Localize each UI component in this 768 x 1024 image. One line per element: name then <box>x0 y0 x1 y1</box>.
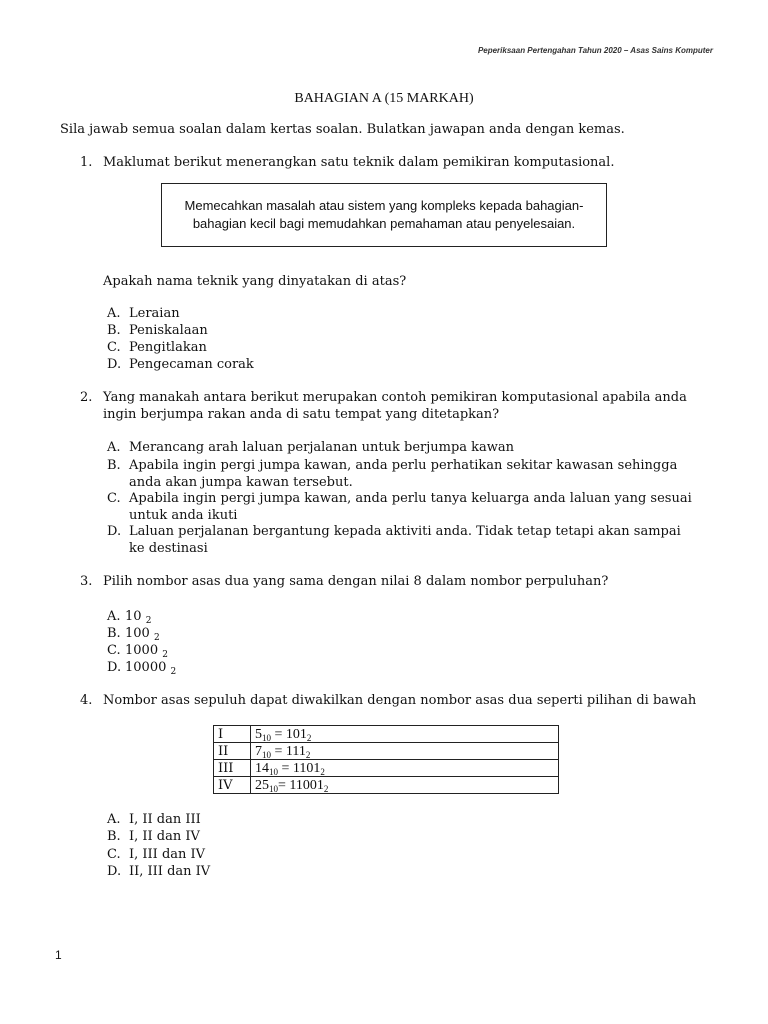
row-label: I <box>214 726 251 743</box>
conversion-value: $5_{10} = 101_2$ <box>251 726 559 743</box>
question-2-text: Yang manakah antara berikut merupakan contoh pemikiran komputasional apabila anda ingin berjumpa rakan anda di satu tempat yang ditetapkan? <box>103 390 687 422</box>
q4-option-d[interactable]: D. II, III dan IV <box>107 864 211 879</box>
question-3-number: 3. <box>80 574 93 589</box>
conversion-value: $25_{10}= 11001_2$ <box>251 777 559 794</box>
question-1-prompt: Apakah nama teknik yang dinyatakan di atas? <box>103 274 407 289</box>
q2-option-d[interactable]: D. Laluan perjalanan bergantung kepada aktiviti anda. Tidak tetap tetapi akan sampai ke destinasi <box>107 524 681 556</box>
question-1-text: Maklumat berikut menerangkan satu teknik dalam pemikiran komputasional. <box>103 155 615 170</box>
q2-option-a[interactable]: A. Merancang arah laluan perjalanan untuk berjumpa kawan <box>107 440 515 455</box>
question-2-number: 2. <box>80 390 93 405</box>
q3-option-c[interactable]: C. 1000 $_2$ <box>107 643 168 660</box>
table-row <box>214 726 559 743</box>
definition-text: Memecahkan masalah atau sistem yang kompleks kepada bahagian-bahagian kecil bagi memudahkan pemahaman atau penyelesaian. <box>184 198 584 231</box>
q3-option-a[interactable]: A. 10 $_2$ <box>107 609 152 626</box>
question-4-text: Nombor asas sepuluh dapat diwakilkan dengan nombor asas dua seperti pilihan di bawah <box>103 693 697 708</box>
conversion-value: $7_{10} = 111_2$ <box>251 743 559 760</box>
q3-option-b[interactable]: B. 100 $_2$ <box>107 626 160 643</box>
base-conversion-table <box>213 725 559 794</box>
section-instruction: Sila jawab semua soalan dalam kertas soalan. Bulatkan jawapan anda dengan kemas. <box>60 122 625 137</box>
q4-option-c[interactable]: C. I, III dan IV <box>107 847 206 862</box>
q4-option-b[interactable]: B. I, II dan IV <box>107 829 200 844</box>
q1-option-a[interactable]: A. Leraian <box>107 306 180 321</box>
row-label: II <box>214 743 251 760</box>
q2-option-c[interactable]: C. Apabila ingin pergi jumpa kawan, anda perlu tanya keluarga anda laluan yang sesuai untuk anda ikuti <box>107 491 692 523</box>
q1-option-b[interactable]: B. Peniskalaan <box>107 323 208 338</box>
question-1-number: 1. <box>80 155 93 170</box>
conversion-value: $14_{10} = 1101_2$ <box>251 760 559 777</box>
table-row <box>214 777 559 794</box>
q4-option-a[interactable]: A. I, II dan III <box>107 812 201 827</box>
table-row <box>214 760 559 777</box>
row-label: III <box>214 760 251 777</box>
row-label: IV <box>214 777 251 794</box>
q3-option-d[interactable]: D. 10000 $_2$ <box>107 660 177 677</box>
question-4-number: 4. <box>80 693 93 708</box>
q2-option-b[interactable]: B. Apabila ingin pergi jumpa kawan, anda perlu perhatikan sekitar kawasan sehingga anda akan jumpa kawan tersebut. <box>107 458 678 490</box>
question-3-text: Pilih nombor asas dua yang sama dengan nilai 8 dalam nombor perpuluhan? <box>103 574 609 589</box>
q1-option-c[interactable]: C. Pengitlakan <box>107 340 207 355</box>
exam-header: Peperiksaan Pertengahan Tahun 2020 – Asas Sains Komputer <box>477 46 713 55</box>
table-row <box>214 743 559 760</box>
page-number: 1 <box>55 948 62 962</box>
definition-box <box>161 183 607 247</box>
q1-option-d[interactable]: D. Pengecaman corak <box>107 357 254 372</box>
section-title: BAHAGIAN A (15 MARKAH) <box>294 91 474 106</box>
